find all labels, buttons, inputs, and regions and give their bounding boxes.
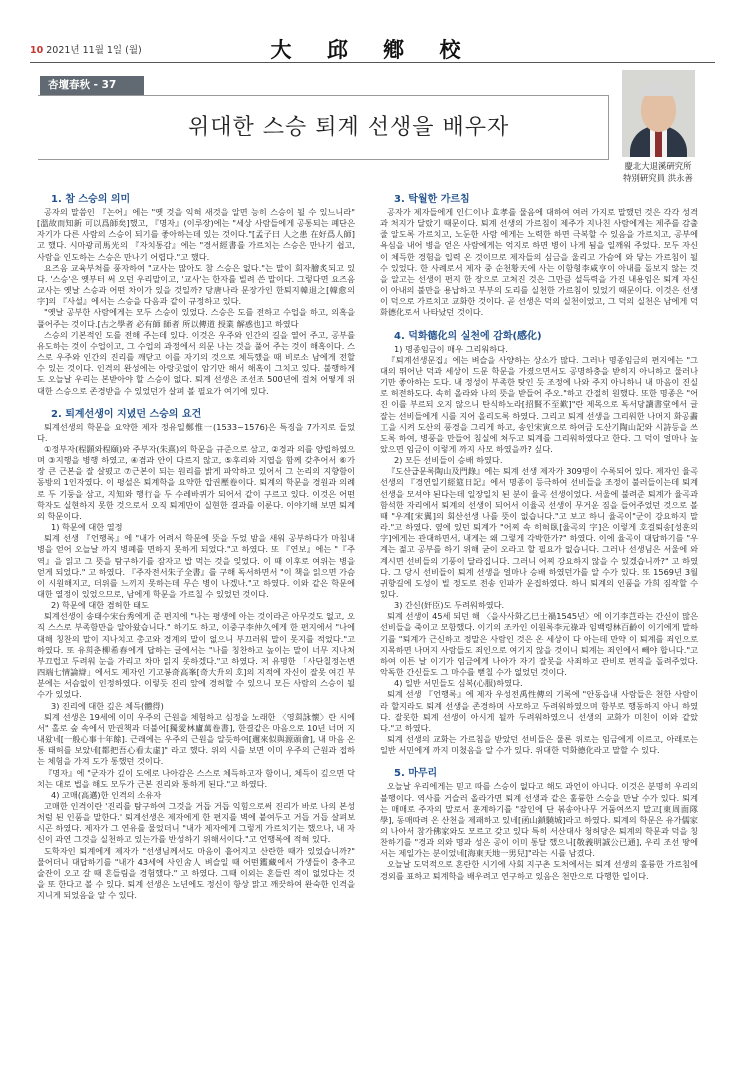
section-3-heading: 3. 탁월한 가르침	[394, 194, 470, 205]
subheading: 3) 간신(奸臣)도 두려워하였다.	[394, 600, 505, 611]
left-column	[37, 190, 355, 901]
paragraph: 요즈음 교육부처를 풍자하여 "교사는 많아도 참 스승은 없다."는 말이 회자膾炙되고 있다. '스승'은 옛부터 써 오던 우리말이고, '교사'는 한자를 빌려 쓴 말이다. 그렇다면 요즈음 교사는 옛날 스승과 어떤 차이가 있을 것일까? 당唐나라 문장가인 한퇴지韓退之[韓愈의 字]의 『사설』에서는 스승을 다음과 같이 규정하고 있다.	[37, 262, 355, 307]
paragraph: 퇴계 선생 『언행록』에 제자 우성전禹性傳의 기록에 "안동읍내 사람들은 천한 사람이라 할지라도 퇴계 선생을 존경하며 사모하고 두려워하였으며 함부로 행동하지 아니 하였다. 잘못한 퇴계 선생이 아시게 될까 두려워하였으니 선생의 교화가 미친이 이와 같았다."고 하였다.	[380, 689, 698, 733]
paragraph: 퇴계 선생의 교화는 가르침을 받았던 선비들은 물론 위로는 임금에게 이르고, 아래로는 일반 서민에게 까지 미쳤음을 알 수가 있다. 위대한 덕화德化라고 말할 수 있다.	[380, 734, 698, 756]
paragraph: 『명자』에 "군자가 깊이 도에로 나아감은 스스로 체득하고자 함이니, 체득이 깊으면 닥치는 대로 법을 해도 모두가 근본 진리와 통하게 된다."고 하였다.	[37, 767, 355, 789]
paragraph: 『도산급문록陶山及門錄』에는 퇴계 선생 제자가 309명이 수록되어 있다. 제자인 율곡 선생의 『경연일기經筵日記』에서 명종이 등극하여 선비들을 조정이 불러들이는데 퇴계 선생을 모셔야 된다는데 일장일치 된 분이 율곡 선생이었다. 서울에 불려준 퇴계가 율곡과 함석한 자리에서 퇴계의 선생이 되어서 이율곡 선생이 무거운 짐을 들어주었던 것으로 볼 때 "우계[宋翼]의 회산선생 나를 뜻이 없습니다."고 보고 하니 율곡이"군이 강요하지 말라."고 하였다. 옆에 있던 퇴계가 "어찌 속 히혀臥[율곡의 字]은 이렇게 호걸퇴송[성훈의 字]에게는 관대하면서, 내게는 왜 그렇게 각박한가?" 하였다. 이에 율곡이 대답하기를 "우계는 젊고 공부를 하기 위해 굳이 오라고 할 필요가 없습니다. 그러나 선생님은 서울에 와 계시면 선비들의 기풍이 달라집니다. 그러니 어찌 강요하지 않을 수 있겠습니까?" 고 하였다. 그 당시 선비들이 퇴계 선생을 얼마나 승배 하였던가를 알 수가 있다. 또 1569년 3월 귀향길에 도성이 빌 정도로 전송 인파가 운집하였다. 하니 퇴계의 인품을 가희 짐작할 수 있다.	[380, 466, 698, 599]
subheading: 3) 진리에 대한 깊은 체득(體得)	[51, 700, 164, 711]
subheading: 2) 학문에 대한 겸허한 태도	[51, 600, 149, 611]
author-name: 特別硏究員 洪永善	[623, 173, 693, 183]
header-rule	[30, 62, 715, 63]
section-5-heading: 5. 마무리	[394, 768, 438, 780]
masthead: 大 邱 鄕 校	[270, 37, 475, 62]
section-4-heading: 4. 덕화德化의 실천에 감화(感化)	[394, 330, 542, 342]
paragraph: 퇴계선생의 학문을 요약한 제자 정유일鄭惟一(1533~1576)은 특징을 7가지로 들었다.	[37, 421, 355, 443]
author-affiliation: 慶北大退溪硏究所	[624, 161, 692, 171]
paragraph: 퇴계 선생 『언행록』에 "내가 어려서 학문에 뜻을 두었 밤을 새워 공부하다가 마침내 병을 얻어 오늘날 까지 병폐를 면하지 못하게 되었다."고 하였다. 또 『연보』에는 "『주역』을 읽고 그 뜻을 탐구하기를 잠자고 밥 먹는 것을 잊었다. 이 때 이후로 여위는 병을 얻게 되었다." 고 하였다. 『주자전서朱子全書』를 구해 독서하면서 "이 책을 읽으면 가슴이 시원해지고, 더위를 느끼지 못하는데 무슨 병이 나겠나."고 하였다. 이와 같은 학문에 대한 열정이 있었으므로, 남에게 학문을 가르칠 수 있었던 것이다.	[37, 533, 355, 599]
paragraph: 『퇴계선생문집』에는 벼슬을 사양하는 상소가 많다. 그러나 명종임금의 편지에는 "그대의 뛰어난 덕과 세상이 드문 학문을 가졌으면서도 공명하충을 받히지 아니하고 물러나기만 좋아하는 도다. 내 정성이 부족한 탓인 듯 조정에 나와 주지 아니하니 내 마음이 진실로 허전하도다. 속히 올라와 나의 뜻을 받들어 주오."하고 간절히 원했다. 또한 명종은 "어진 이를 부르되 오지 않으니 탄식하노라[招賢不至歎]"란 제목으로 독서당讀書堂에서 글 잘는 선비들에게 시를 지어 올리도록 하였다. 그리고 퇴계 선생을 그리워한 나머지 화공畵工을 시켜 도산의 풍경을 그리게 하고, 송인宋寅으로 하여금 도산기陶山記와 시詩등을 쓰도록 하여, 병풍을 만들어 침실에 쳐두고 퇴계를 그리워하였다고 한다. 그 덕이 얼마나 높았으면 임금이 이렇게 까지 사모 하였을까? 싶다.	[380, 354, 698, 454]
paragraph: 공자가 제자들에게 인仁이나 효孝를 물음에 대하여 여러 가지로 말했던 것은 각각 성격과 처지가 달랐기 때문이다. 퇴계 선생의 가르침이 제주가 지나친 사람에게는 제주를 감출 줄 알도록 가르치고, 노둔한 사람 에게는 노력한 하면 극복할 수 있음을 가르치고, 공부에 욕심을 내어 병을 얻은 사람에게는 억지로 하면 병이 나게 됨을 일깨워 주었다. 모두 자신이 체득한 경험을 입력 온 것이므로 제자들의 심금을 울리고 가슴에 와 닿는 가르침이 될 수 있었다. 한 사례로서 제자 중 순천황天에 사는 이함형李咸亨이 아내를 돌보지 않는 것을 알고는 선생이 편지 한 장으로 고쳐진 것은 그만큼 설득력을 가진 내용임은 퇴계 자신이 아내의 불만을 용납하고 부부의 도리를 실천한 가르침이 있었기 때문이다. 이것은 선생이 덕으로 가르치고 교화한 것이다. 곧 선생은 덕의 실천이었고, 그 덕의 실천은 남에게 덕화德化로서 나타났던 것이다.	[380, 207, 698, 318]
paragraph: 공자의 말씀인 『논어』에는 "옛 것을 익혀 새것을 알면 능히 스승이 될 수 있느니라"[溫故而知新 可以爲師矣]했고, 『명자』(이루장)에는 "세상 사람들에게 공통되는 폐단은 자기가 다른 사람의 스승이 되기를 좋아하는데 있는 것이다."[孟子曰 人之患 在好爲人師]고 했다. 시마광司馬光의 『자치통감』에는 "경서經書를 가르치는 스승은 만나기 쉽고, 사람을 인도하는 스승은 만나기 어렵다."고 했다.	[37, 207, 355, 262]
paragraph: 오늘날 도덕적으로 혼란한 시기에 사회 지구촌 도처에서는 퇴계 선생의 훌륭한 가르침에 경외를 표하고 퇴계학을 배우려고 연구하고 있음은 천만으로 다행한 일이다.	[380, 859, 698, 881]
author-photo	[622, 70, 695, 157]
page-number: 10	[30, 45, 44, 56]
author-byline	[612, 160, 704, 184]
section-1-heading: 1. 참 스승의 의미	[51, 194, 131, 205]
paragraph: 퇴계 선생은 19세에 이미 우주의 근원을 체험하고 심정을 노래한 〈영회詠懷〉란 시에서" 홀로 숲 속에서 만권책과 더불어[獨愛林廬萬卷書], 한결같은 마음으로 10년 너머 지내왔네[一般心事十年餘]. 근래에는 우주의 근원을 알듯하여[邇來似與源頭會], 내 마음 온통 태허를 보았네[都把吾心看太虛]" 라고 했다. 위의 시를 보면 이미 우주의 근원과 접하는 체험을 가져 도가 통했던 것이다.	[37, 711, 355, 767]
paragraph: "옛날 공부한 사람에게는 모두 스승이 있었다. 스승은 도를 전하고 수업을 하고, 의혹을 풀어주는 것이다.[古之學者 必有師 師者 所以傳道 授業 解惑也]고 하였다	[37, 307, 355, 329]
issue-date: 2021년 11월 1일 (월)	[46, 45, 142, 56]
subheading: 4) 고매(高邁)한 인격의 소유자	[51, 789, 162, 800]
right-column	[380, 190, 698, 882]
paragraph: 고매한 인격이란 '진리를 탐구하여 그것을 거듭 거듭 익힘으로써 진리가 바로 나의 본성처럼 된 인품을 말한다.' 퇴계선생은 제자에게 한 편지를 벽에 붙여두고 거듭 거듭 살펴보시곤 하였다. 제자가 그 연유를 물었더니 "내가 제자에게 그렇게 가르치기는 했으나, 내 자신이 과연 그것을 실천하고 있는가를 반성하기 위해서이다."고 언행록에 적혀 있다.	[37, 800, 355, 845]
series-label: 杏壇春秋 - 37	[40, 76, 144, 95]
subheading: 1) 명종임금이 매우 그리워하다.	[394, 343, 508, 354]
title-box	[38, 95, 609, 160]
paragraph: 오늘날 우리에게는 믿고 따를 스승이 없다고 해도 과언이 아니다. 이것은 분명히 우리의 불행이다. 역사를 거슬러 올라가면 퇴계 선생과 같은 훌륭한 스승을 만날 수가 있다. 퇴계는 매매로 주자의 말로서 훈계하기를 "잠인에 단 볶송아나무 거둠여쓰지 말고[東周面隊學], 동매따려 온 산천을 제패하고 있네[函山鎖驍城]라고 하였다. 퇴계의 학문은 유가儒家의 나아서 참가佛家와도 모르고 갖고 있다 특히 서산대사 청허당은 퇴계의 학문과 덕을 칭찬하기를 "경과 의와 명과 성은 공이 이미 통달 했으니[敬義明誠公已通], 우리 조선 땅에서는 제일가는 분이었네[海東天地一男兒]"라는 시를 남겼다.	[380, 781, 698, 859]
subheading: 1) 학문에 대한 열정	[51, 522, 123, 533]
paragraph: 퇴계선생이 송태수宋台秀에게 준 편지에 "나는 평생에 아는 것이라곤 아무것도 없고, 오직 스스로 부족함만을 알아왔습니다." 하기도 하고, 이중구李仲久에게 한 편지에서 "나에 대해 칭찬의 말이 지나치고 총고와 경계의 말이 없으니 부끄러워 말이 못지를 적었다."고 하였다. 또 유희춘柳希春에게 답하는 글에서는 "나를 칭찬하고 높이는 말이 너무 지나쳐 부끄럽고 두려워 눈을 가리고 차마 읽지 못하겠다."고 하였다. 저 유명한 「사단칠정논변四端七情論辯」에서도 제자인 기고봉奇高峯[奇大升의 호]의 지적에 자신이 잘못 여긴 부분에는 서슴없이 인정하였다. 이렇듯 진리 앞에 경허할 수 있으니 모든 사람의 스승이 될 수가 있었다.	[37, 611, 355, 700]
section-2-heading: 2. 퇴계선생이 지녔던 스승의 요건	[51, 408, 202, 420]
subheading: 4) 일반 서민들도 심복(心服)하였다.	[394, 678, 523, 689]
paragraph: 스승의 기본적인 도를 전해 주는데 있다. 이것은 우주와 인간의 길을 열어 주고, 공부를 유도하는 것이 수업이고, 그 수업의 과정에서 의문 나는 것을 풀어 주는 것이 해혹이다. 스스로 우주와 인간의 진리를 깨닫고 이를 자기의 것으로 체득했을 때 비로소 남에게 전할 수 있는 것이다. 인격의 완성에는 아랑곳없이 암기만 해서 해혹이 그치고 있다. 불행하게도 오늘날 우리는 본받아야 할 스승이 없다. 퇴계 선생은 조선조 500년에 걸쳐 어떻게 위대한 스승으로 존경받을 수 있었던가 살펴 볼 필요가 여기에 있다.	[37, 329, 355, 396]
article-title: 위대한 스승 퇴계 선생을 배우자	[188, 115, 510, 140]
paragraph: 퇴계 선생이 45세 되던 해 〈을사사화乙巳士禍1545년〉에 이기李芑라는 간신이 많은 선비들을 죽이고 모함했다. 이기의 조카인 이원록李元祿과 임백령林百齡이 이기에게 말하기를 "퇴계가 근신하고 정말은 사람인 것은 온 세상이 다 아는데 만약 이 퇴계를 죄인으로 지목하면 나머지 사람들도 죄인으로 여기지 않을 것이니 퇴계는 죄인에서 빼야 합니다."고 하여 이튼 날 이기가 임금에게 나아가 자기 잘못을 사죄하고 관비로 편직을 돌려주었다. 악독한 간신들도 그 마수를 뻗칠 수가 없었던 것이다.	[380, 611, 698, 678]
paragraph: 도학자인 퇴계에게 제자가 "선생님께서도 마음이 흩어지고 산란한 때가 있었습니까?" 물어더니 대답하기를 "내가 43세에 사인舍人 벼슬일 때 어떤鑑藏에서 가생들이 충추고 술잔이 오고 갈 때 혼들림을 경험했다." 고 하였다. 그때 이외는 혼들린 적이 없었다는 것을 또 한다고 볼 수 있다. 퇴계 선생은 노년에도 정신이 항상 맑고 깨끗하여 완숙한 인격을 지니게 되었음을 알 수 있다.	[37, 845, 355, 901]
subheading: 2) 모든 선비들이 승배 하였다.	[394, 455, 503, 466]
paragraph: ①정부자(程顥와程頤)와 주부자(朱熹)의 학문을 규준으로 삼고, ②경과 의를 양립하였으며 ③지행을 병행 하였고, ④겸과 안이 다르지 않고, ⑤후리와 지엽을 함께 갖추어서 ⑥가장 큰 근본을 잘 살폈고 ⑦근본이 되는 원리를 밝게 파악하고 있어서 그 논리의 지향함이 동방의 1인자였다. 이 평설은 퇴계학을 요약한 압권壓卷이다. 퇴계의 학문을 경원과 의례로 두 기둥을 삼고, 지知와 행行을 두 수레바퀴가 되어서 같이 구르고 있다. 이것은 어떤 학자도 실현하지 못한 것으로서 오직 퇴계만이 실현한 결과를 이룬다. 이야기해 보면 퇴계의 학문이다.	[37, 443, 355, 521]
page-header	[30, 36, 715, 62]
